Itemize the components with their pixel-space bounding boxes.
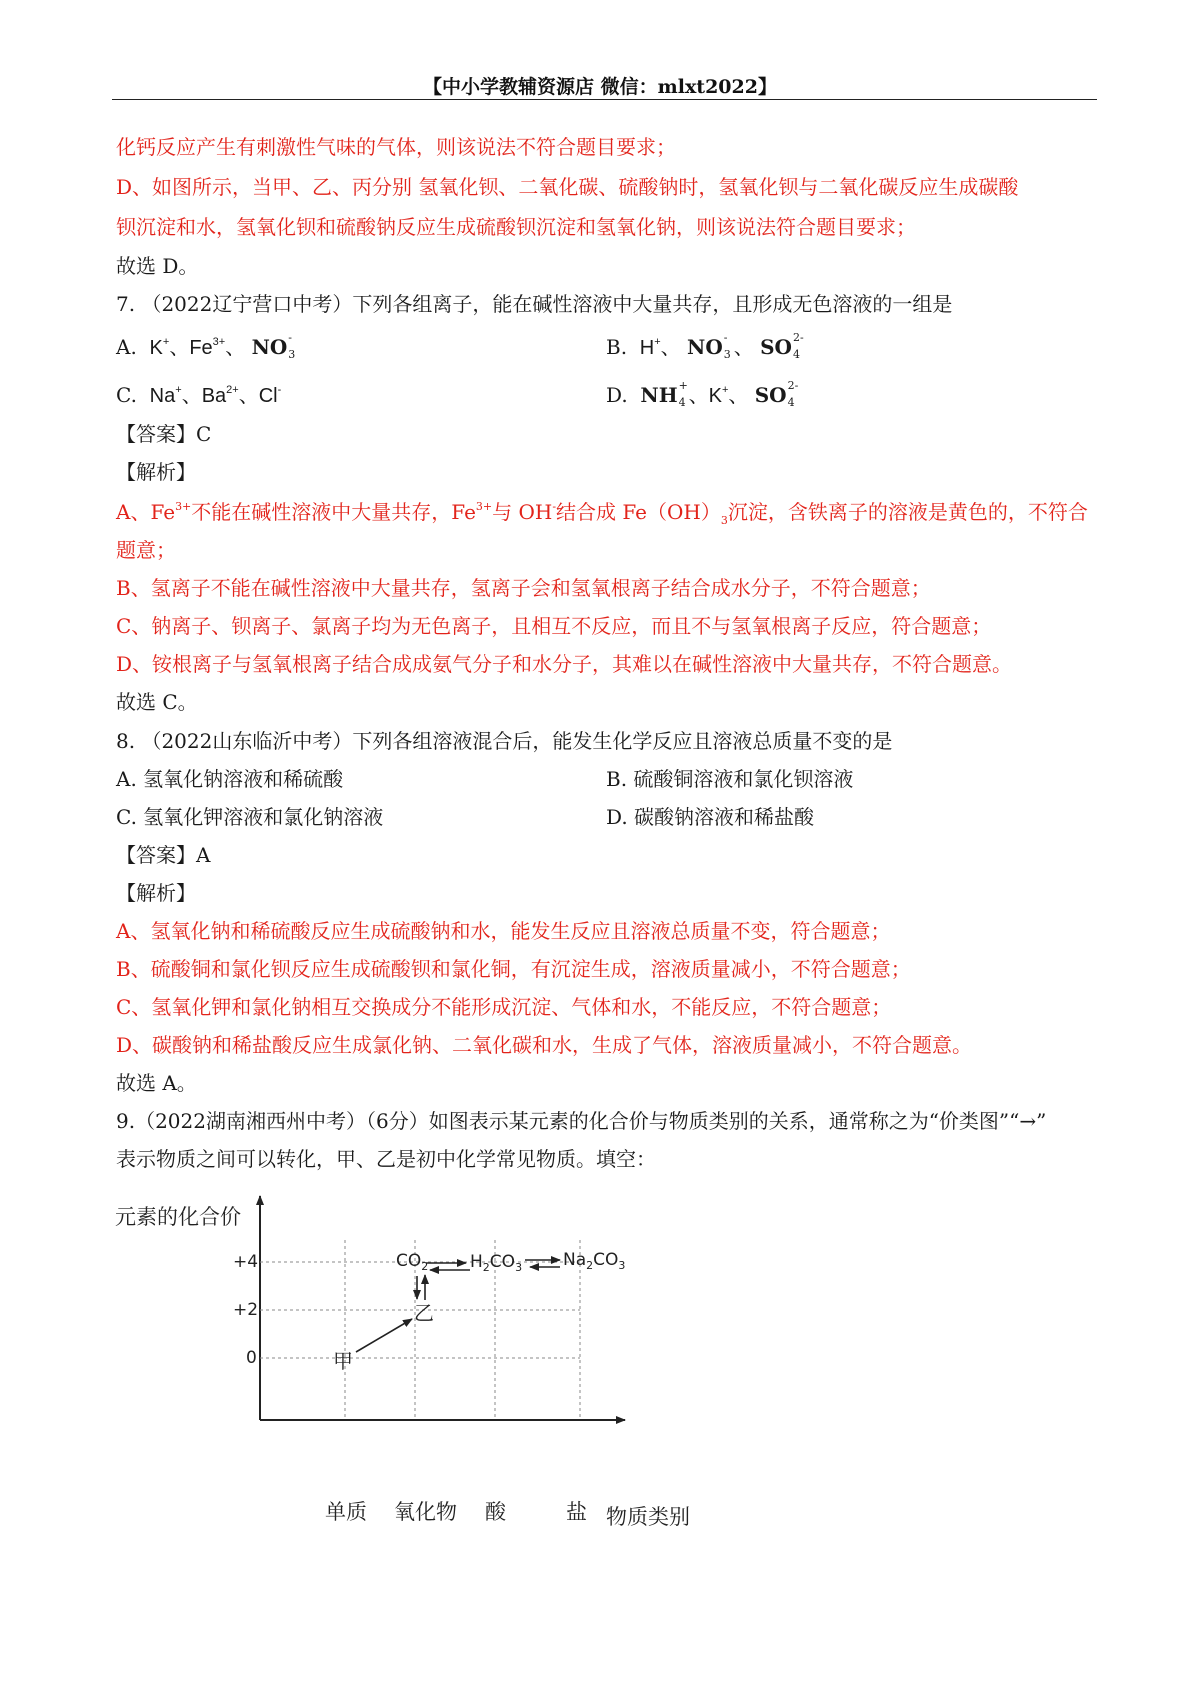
q7-option-b: B. H+、 NO - 3 、 SO 2- 4: [606, 331, 804, 361]
q7-answer: 【答案】C: [116, 422, 212, 446]
q8-option-b: B. 硫酸铜溶液和氯化钡溶液: [606, 767, 854, 791]
q8-analysis-a: A、氢氧化钠和稀硫酸反应生成硫酸钠和水，能发生反应且溶液总质量不变，符合题意；: [116, 919, 891, 943]
conversion-arrows: [356, 1260, 560, 1352]
q8-option-c: C. 氢氧化钾溶液和氯化钠溶液: [116, 805, 384, 829]
page-header: 【中小学教辅资源店 微信：mlxt2022】: [423, 76, 777, 98]
q8-stem: 8. （2022山东临沂中考）下列各组溶液混合后，能发生化学反应且溶液总质量不变的是: [116, 729, 893, 753]
q7-analysis-d: D、铵根离子与氢氧根离子结合成成氨气分子和水分子，其难以在碱性溶液中大量共存，不符合题意。: [116, 652, 1013, 676]
y-axis-title: 元素的化合价: [115, 1205, 241, 1229]
node-h2co3: $H_2CO_3$: [470, 1252, 523, 1274]
x-tick-element: 单质: [325, 1500, 367, 1524]
x-tick-oxide: 氧化物: [394, 1500, 457, 1524]
q9-stem-line1: 9.（2022湖南湘西州中考）（6分）如图表示某元素的化合价与物质类别的关系，通常称之为“价类图”“→”: [116, 1109, 1047, 1133]
prev-choice: 故选 D。: [116, 254, 199, 278]
q8-option-a: A. 氢氧化钠溶液和稀硫酸: [116, 767, 344, 791]
node-jia: 甲: [333, 1349, 353, 1373]
x-tick-acid: 酸: [485, 1500, 506, 1524]
q8-analysis-c: C、氢氧化钾和氯化钠相互交换成分不能形成沉淀、气体和水，不能反应，不符合题意；: [116, 995, 892, 1019]
q7-analysis-a: A、$Fe^{3+}$不能在碱性溶液中大量共存，$Fe^{3+}$与 OH-结合成 $Fe(OH)_3$沉淀，含铁离子的溶液是黄色的，不符合: [116, 500, 1088, 527]
q8-choice: 故选 A。: [116, 1071, 197, 1095]
q7-option-c: C. Na+、$Ba^{2+}$、Cl-: [116, 383, 282, 407]
q7-option-b-label: B.: [606, 335, 628, 359]
prev-option-d-line2: 钡沉淀和水，氢氧化钡和硫酸钠反应生成硫酸钡沉淀和氢氧化钠，则该说法符合题目要求；: [116, 215, 916, 239]
y-tick-zero: 0: [246, 1348, 257, 1368]
prev-option-c-continuation: 化钙反应产生有刺激性气味的气体，则该说法不符合题目要求；: [116, 135, 676, 159]
node-na2co3: $Na_2CO_3$: [563, 1250, 626, 1272]
q7-choice: 故选 C。: [116, 690, 198, 714]
y-tick-plus2: +2: [233, 1300, 259, 1320]
q7-analysis-a-continuation: 题意；: [116, 538, 176, 562]
prev-option-d-line1: D、如图所示，当甲、乙、丙分别 氢氧化钡、二氧化碳、硫酸钠时，氢氧化钡与二氧化碳反应生成碳酸: [116, 175, 1019, 199]
q7-analysis-c: C、钠离子、钡离子、氯离子均为无色离子，且相互不反应，而且不与氢氧根离子反应，符合题意；: [116, 614, 992, 638]
q8-answer: 【答案】A: [116, 843, 211, 867]
x-axis-title: 物质类别: [606, 1505, 690, 1529]
node-co2: $CO_2$: [396, 1251, 429, 1273]
q9-stem-line2: 表示物质之间可以转化，甲、乙是初中化学常见物质。填空：: [116, 1147, 656, 1171]
q7-option-a: A. K+、$Fe^{3+}$、 NO - 3: [116, 331, 296, 361]
q7-option-d: D. NH + 4 、K+、 SO 2- 4: [606, 379, 799, 409]
q7-option-a-label: A.: [116, 335, 137, 359]
q7-stem: 7. （2022辽宁营口中考）下列各组离子，能在碱性溶液中大量共存，且形成无色溶液的一组是: [116, 292, 953, 316]
q8-analysis-d: D、碳酸钠和稀盐酸反应生成氯化钠、二氧化碳和水，生成了气体，溶液质量减小，不符合题意。: [116, 1033, 973, 1057]
x-tick-salt: 盐: [566, 1500, 587, 1524]
q7-option-d-label: D.: [606, 383, 628, 407]
q8-analysis-title: 【解析】: [116, 881, 196, 905]
q7-analysis-title: 【解析】: [116, 460, 196, 484]
y-tick-plus4: +4: [233, 1252, 259, 1272]
q8-analysis-b: B、硫酸铜和氯化钡反应生成硫酸钡和氯化铜，有沉淀生成，溶液质量减小，不符合题意；: [116, 957, 911, 981]
q8-option-d: D. 碳酸钠溶液和稀盐酸: [606, 805, 815, 829]
node-yi: 乙: [414, 1301, 434, 1325]
q7-analysis-b: B、氢离子不能在碱性溶液中大量共存，氢离子会和氢氧根离子结合成水分子，不符合题意；: [116, 576, 931, 600]
q7-option-c-label: C.: [116, 383, 137, 407]
